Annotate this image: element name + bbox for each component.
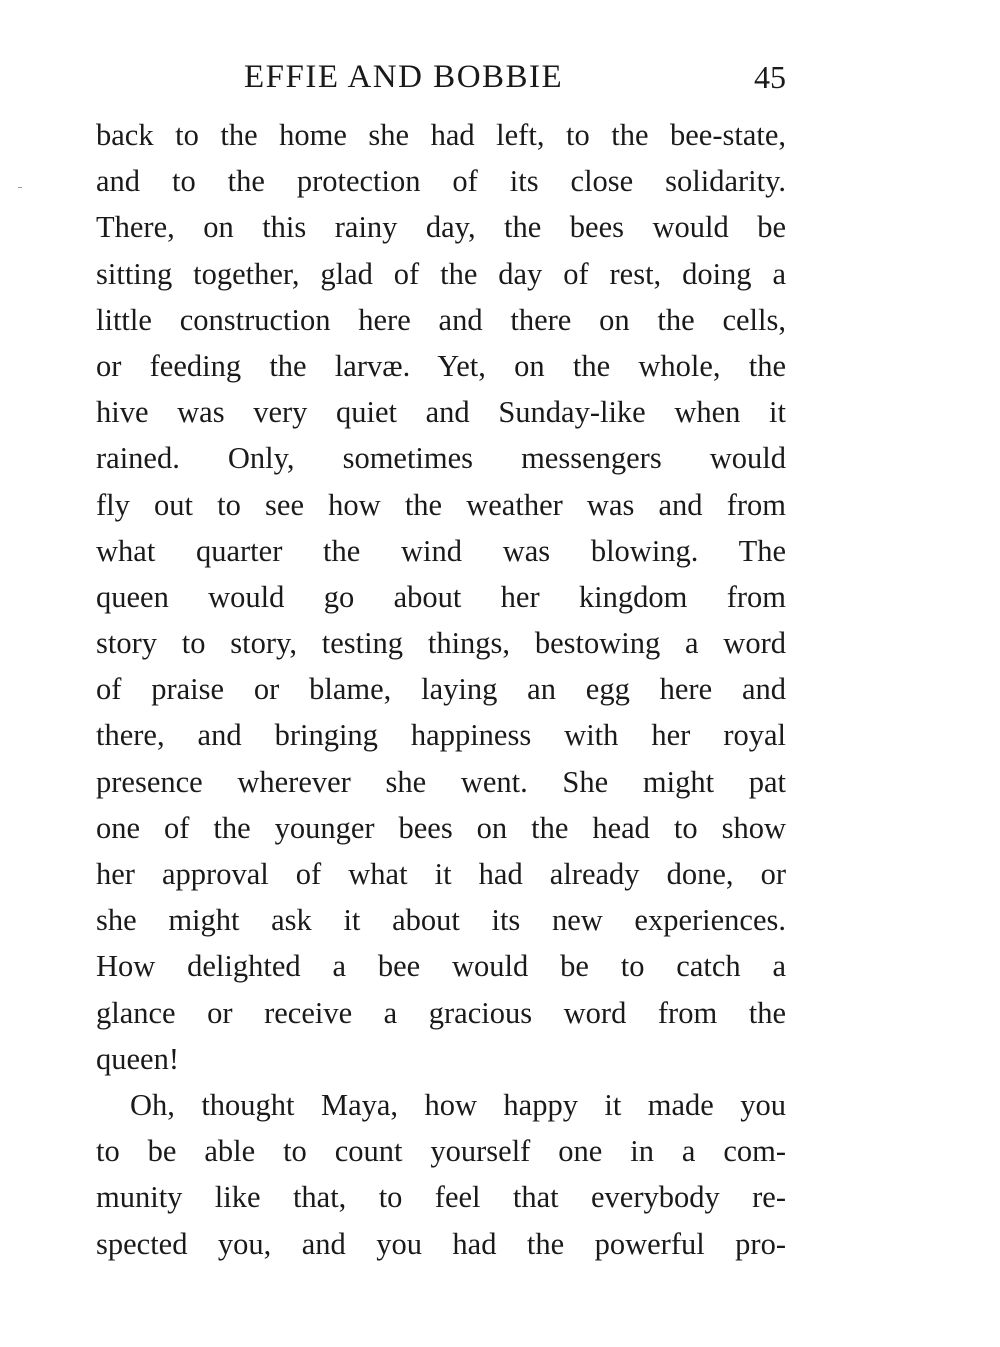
text-line: one of the younger bees on the head to show (96, 810, 786, 845)
text-line: her approval of what it had already done, or (96, 857, 786, 891)
text-line: hive was very quiet and Sunday-like when it (96, 395, 786, 430)
text-line: to be able to count yourself one in a com- (96, 1134, 786, 1169)
text-line: fly out to see how the weather was and from (96, 487, 786, 522)
running-head-title: EFFIE AND BOBBIE (244, 59, 564, 95)
text-line: or feeding the larvæ. Yet, on the whole, the (96, 348, 786, 383)
text-line: spected you, and you had the powerful pro- (96, 1226, 786, 1261)
margin-mark (18, 187, 22, 188)
paragraph-1 (96, 112, 786, 1082)
text-line: she might ask it about its new experiences. (96, 903, 786, 938)
text-line: glance or receive a gracious word from the (96, 995, 786, 1030)
text-line: sitting together, glad of the day of rest, doing a (96, 256, 786, 291)
text-line: of praise or blame, laying an egg here and (96, 672, 786, 707)
text-line: There, on this rainy day, the bees would be (96, 210, 786, 245)
body-text (96, 112, 786, 1267)
text-line: there, and bringing happiness with her royal (96, 718, 786, 753)
text-line: rained. Only, sometimes messengers would (96, 441, 786, 476)
text-line: munity like that, to feel that everybody re- (96, 1180, 786, 1215)
text-line: How delighted a bee would be to catch a (96, 949, 786, 984)
text-line: story to story, testing things, bestowing a word (96, 626, 786, 661)
text-line: presence wherever she went. She might pat (96, 764, 786, 799)
text-line: Oh, thought Maya, how happy it made you (130, 1087, 786, 1122)
text-line: little construction here and there on the cells, (96, 302, 786, 337)
text-line: what quarter the wind was blowing. The (96, 533, 786, 568)
paragraph-2 (96, 1082, 786, 1267)
page-number: 45 (754, 59, 786, 95)
text-line: and to the protection of its close solidarity. (96, 164, 786, 199)
running-head (96, 54, 786, 100)
text-line: queen! (96, 1041, 179, 1076)
text-line: queen would go about her kingdom from (96, 579, 786, 614)
text-line: back to the home she had left, to the bee-state, (96, 118, 786, 152)
